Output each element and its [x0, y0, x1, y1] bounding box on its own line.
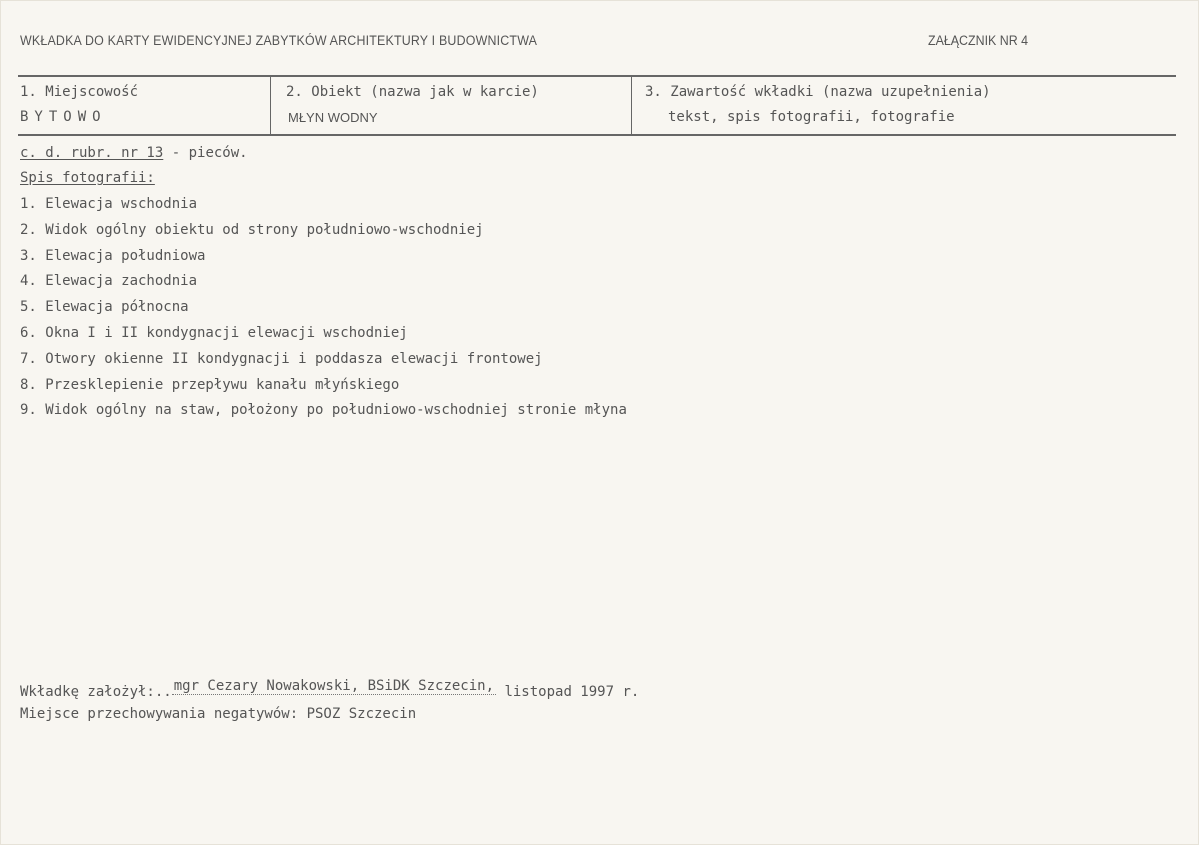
photo-list-item: 4. Elewacja zachodnia — [20, 273, 198, 290]
table-bottom-rule — [18, 134, 1176, 136]
photo-list-item: 9. Widok ogólny na staw, położony po południowo-wschodniej stronie młyna — [20, 402, 627, 419]
founder-date: listopad 1997 r. — [496, 684, 640, 700]
locality-value: BYTOWO — [20, 109, 107, 125]
table-divider-2 — [631, 76, 632, 134]
founder-label: Wkładkę założył:.. — [20, 684, 172, 700]
photo-list-heading: Spis fotografii: — [20, 170, 155, 186]
attachment-number: ZAŁĄCZNIK NR 4 — [928, 33, 1029, 48]
locality-label: 1. Miejscowość — [20, 84, 139, 100]
document-title: WKŁADKA DO KARTY EWIDENCYJNEJ ZABYTKÓW ARCHITEKTURY I BUDOWNICTWA — [20, 33, 538, 48]
photo-list-item: 8. Przesklepienie przepływu kanału młyńskiego — [20, 376, 400, 393]
photo-list-item: 7. Otwory okienne II kondygnacji i poddasza elewacji frontowej — [20, 350, 543, 367]
photo-list-item: 1. Elewacja wschodnia — [20, 196, 198, 212]
photo-list-item: 5. Elewacja północna — [20, 299, 189, 316]
object-label: 2. Obiekt (nazwa jak w karcie) — [286, 84, 539, 100]
table-divider-1 — [270, 76, 271, 134]
table-top-rule — [18, 75, 1176, 77]
continuation-subject: - pieców. — [163, 145, 248, 161]
photo-list-item: 6. Okna I i II kondygnacji elewacji wschodniej — [20, 324, 408, 341]
photo-list-item: 3. Elewacja południowa — [20, 247, 206, 264]
contents-value: tekst, spis fotografii, fotografie — [668, 109, 955, 125]
photo-list — [20, 194, 627, 426]
continuation-note — [20, 145, 248, 161]
founder-name: mgr Cezary Nowakowski, BSiDK Szczecin, — [173, 678, 495, 694]
contents-label: 3. Zawartość wkładki (nazwa uzupełnienia) — [645, 84, 991, 100]
founder-line — [20, 678, 640, 700]
continuation-reference: c. d. rubr. nr 13 — [20, 145, 164, 161]
negatives-location: Miejsce przechowywania negatywów: PSOZ Szczecin — [20, 706, 417, 722]
photo-list-item: 2. Widok ogólny obiektu od strony południowo-wschodniej — [20, 221, 484, 238]
object-value: MŁYN WODNY — [288, 110, 378, 125]
